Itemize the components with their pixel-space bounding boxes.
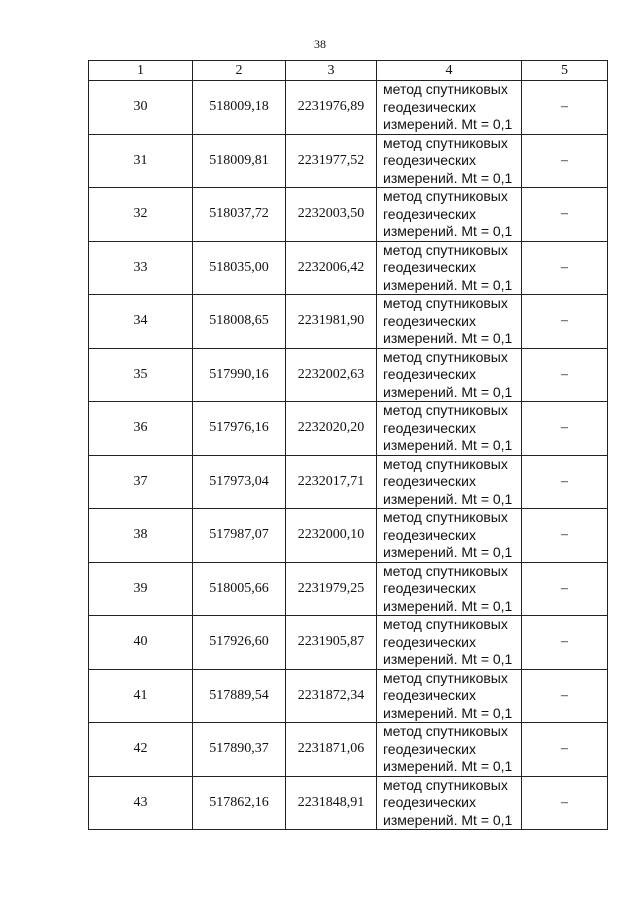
x-coordinate-cell: 517987,07 [193, 509, 286, 563]
method-cell [377, 723, 522, 777]
method-line: геодезических [383, 205, 476, 222]
method-line: геодезических [383, 419, 476, 436]
method-line: измерений. Mt = 0,1 [383, 490, 513, 507]
x-coordinate-cell: 517862,16 [193, 776, 286, 830]
method-cell [377, 776, 522, 830]
method-line: геодезических [383, 794, 476, 810]
x-coordinate-cell: 517976,16 [193, 402, 286, 456]
table-header-row [89, 61, 608, 81]
method-line: метод спутниковых [383, 81, 508, 97]
y-coordinate-cell: 2231976,89 [286, 81, 377, 135]
method-line: измерений. Mt = 0,1 [383, 276, 513, 293]
method-cell [377, 241, 522, 295]
method-line: измерений. Mt = 0,1 [383, 169, 513, 186]
table-row [89, 616, 608, 670]
method-cell [377, 188, 522, 242]
method-cell [377, 455, 522, 509]
point-number-cell: 38 [89, 509, 193, 563]
point-number-cell: 36 [89, 402, 193, 456]
x-coordinate-cell: 517889,54 [193, 669, 286, 723]
method-line: метод спутниковых [383, 295, 508, 311]
method-line: метод спутниковых [383, 669, 508, 686]
note-cell: – [522, 241, 608, 295]
method-line: измерений. Mt = 0,1 [383, 437, 513, 453]
table-row [89, 669, 608, 723]
x-coordinate-cell: 517890,37 [193, 723, 286, 777]
table-row [89, 723, 608, 777]
method-line: геодезических [383, 152, 476, 168]
table-row [89, 241, 608, 295]
note-cell: – [522, 295, 608, 349]
method-line: геодезических [383, 633, 476, 650]
method-cell [377, 348, 522, 402]
point-number-cell: 30 [89, 81, 193, 135]
point-number-cell: 42 [89, 723, 193, 777]
table-row [89, 81, 608, 135]
point-number-cell: 31 [89, 134, 193, 188]
method-line: измерений. Mt = 0,1 [383, 811, 513, 828]
method-line: геодезических [383, 259, 476, 275]
table-row [89, 348, 608, 402]
method-line: метод спутниковых [383, 616, 508, 632]
method-cell [377, 669, 522, 723]
note-cell: – [522, 402, 608, 456]
point-number-cell: 40 [89, 616, 193, 670]
x-coordinate-cell: 518009,81 [193, 134, 286, 188]
y-coordinate-cell: 2231979,25 [286, 562, 377, 616]
table-row [89, 776, 608, 830]
table-row [89, 455, 608, 509]
method-line: метод спутниковых [383, 241, 508, 258]
y-coordinate-cell: 2231848,91 [286, 776, 377, 830]
point-number-cell: 33 [89, 241, 193, 295]
x-coordinate-cell: 518037,72 [193, 188, 286, 242]
column-header: 3 [286, 61, 377, 81]
y-coordinate-cell: 2232002,63 [286, 348, 377, 402]
note-cell: – [522, 562, 608, 616]
method-line: метод спутниковых [383, 562, 508, 579]
note-cell: – [522, 509, 608, 563]
note-cell: – [522, 669, 608, 723]
point-number-cell: 43 [89, 776, 193, 830]
method-line: метод спутниковых [383, 188, 508, 204]
y-coordinate-cell: 2231977,52 [286, 134, 377, 188]
x-coordinate-cell: 518008,65 [193, 295, 286, 349]
method-line: метод спутниковых [383, 455, 508, 472]
note-cell: – [522, 81, 608, 135]
point-number-cell: 39 [89, 562, 193, 616]
y-coordinate-cell: 2232003,50 [286, 188, 377, 242]
column-header: 1 [89, 61, 193, 81]
y-coordinate-cell: 2231981,90 [286, 295, 377, 349]
method-line: геодезических [383, 740, 476, 757]
y-coordinate-cell: 2231905,87 [286, 616, 377, 670]
method-line: геодезических [383, 98, 476, 115]
method-line: измерений. Mt = 0,1 [383, 758, 513, 774]
table-row [89, 509, 608, 563]
column-header: 2 [193, 61, 286, 81]
method-line: измерений. Mt = 0,1 [383, 116, 513, 132]
y-coordinate-cell: 2232020,20 [286, 402, 377, 456]
method-line: измерений. Mt = 0,1 [383, 330, 513, 346]
y-coordinate-cell: 2231871,06 [286, 723, 377, 777]
method-line: геодезических [383, 580, 476, 596]
method-line: геодезических [383, 526, 476, 543]
x-coordinate-cell: 518009,18 [193, 81, 286, 135]
method-line: геодезических [383, 473, 476, 489]
method-line: измерений. Mt = 0,1 [383, 597, 513, 614]
method-line: геодезических [383, 366, 476, 382]
method-line: геодезических [383, 687, 476, 703]
note-cell: – [522, 723, 608, 777]
page-number: 38 [314, 37, 326, 51]
x-coordinate-cell: 517973,04 [193, 455, 286, 509]
point-number-cell: 34 [89, 295, 193, 349]
note-cell: – [522, 616, 608, 670]
method-line: измерений. Mt = 0,1 [383, 383, 513, 400]
table-body [89, 81, 608, 830]
table-row [89, 134, 608, 188]
y-coordinate-cell: 2232017,71 [286, 455, 377, 509]
method-cell [377, 509, 522, 563]
x-coordinate-cell: 518035,00 [193, 241, 286, 295]
method-line: метод спутниковых [383, 134, 508, 151]
point-number-cell: 35 [89, 348, 193, 402]
x-coordinate-cell: 517926,60 [193, 616, 286, 670]
method-line: метод спутниковых [383, 348, 508, 365]
table-row [89, 402, 608, 456]
method-cell [377, 616, 522, 670]
method-line: измерений. Mt = 0,1 [383, 223, 513, 239]
method-cell [377, 402, 522, 456]
method-line: измерений. Mt = 0,1 [383, 651, 513, 667]
method-cell [377, 562, 522, 616]
method-line: измерений. Mt = 0,1 [383, 544, 513, 560]
table-row [89, 295, 608, 349]
note-cell: – [522, 134, 608, 188]
x-coordinate-cell: 517990,16 [193, 348, 286, 402]
note-cell: – [522, 348, 608, 402]
method-cell [377, 134, 522, 188]
x-coordinate-cell: 518005,66 [193, 562, 286, 616]
note-cell: – [522, 776, 608, 830]
method-line: метод спутниковых [383, 509, 508, 525]
method-line: метод спутниковых [383, 723, 508, 739]
table-row [89, 188, 608, 242]
point-number-cell: 32 [89, 188, 193, 242]
coordinates-table [88, 60, 608, 830]
note-cell: – [522, 455, 608, 509]
method-line: геодезических [383, 312, 476, 329]
column-header: 5 [522, 61, 608, 81]
note-cell: – [522, 188, 608, 242]
method-cell [377, 295, 522, 349]
method-line: метод спутниковых [383, 402, 508, 418]
method-cell [377, 81, 522, 135]
y-coordinate-cell: 2231872,34 [286, 669, 377, 723]
column-header: 4 [377, 61, 522, 81]
method-line: измерений. Mt = 0,1 [383, 704, 513, 721]
point-number-cell: 41 [89, 669, 193, 723]
method-line: метод спутниковых [383, 776, 508, 793]
table-row [89, 562, 608, 616]
y-coordinate-cell: 2232006,42 [286, 241, 377, 295]
point-number-cell: 37 [89, 455, 193, 509]
y-coordinate-cell: 2232000,10 [286, 509, 377, 563]
